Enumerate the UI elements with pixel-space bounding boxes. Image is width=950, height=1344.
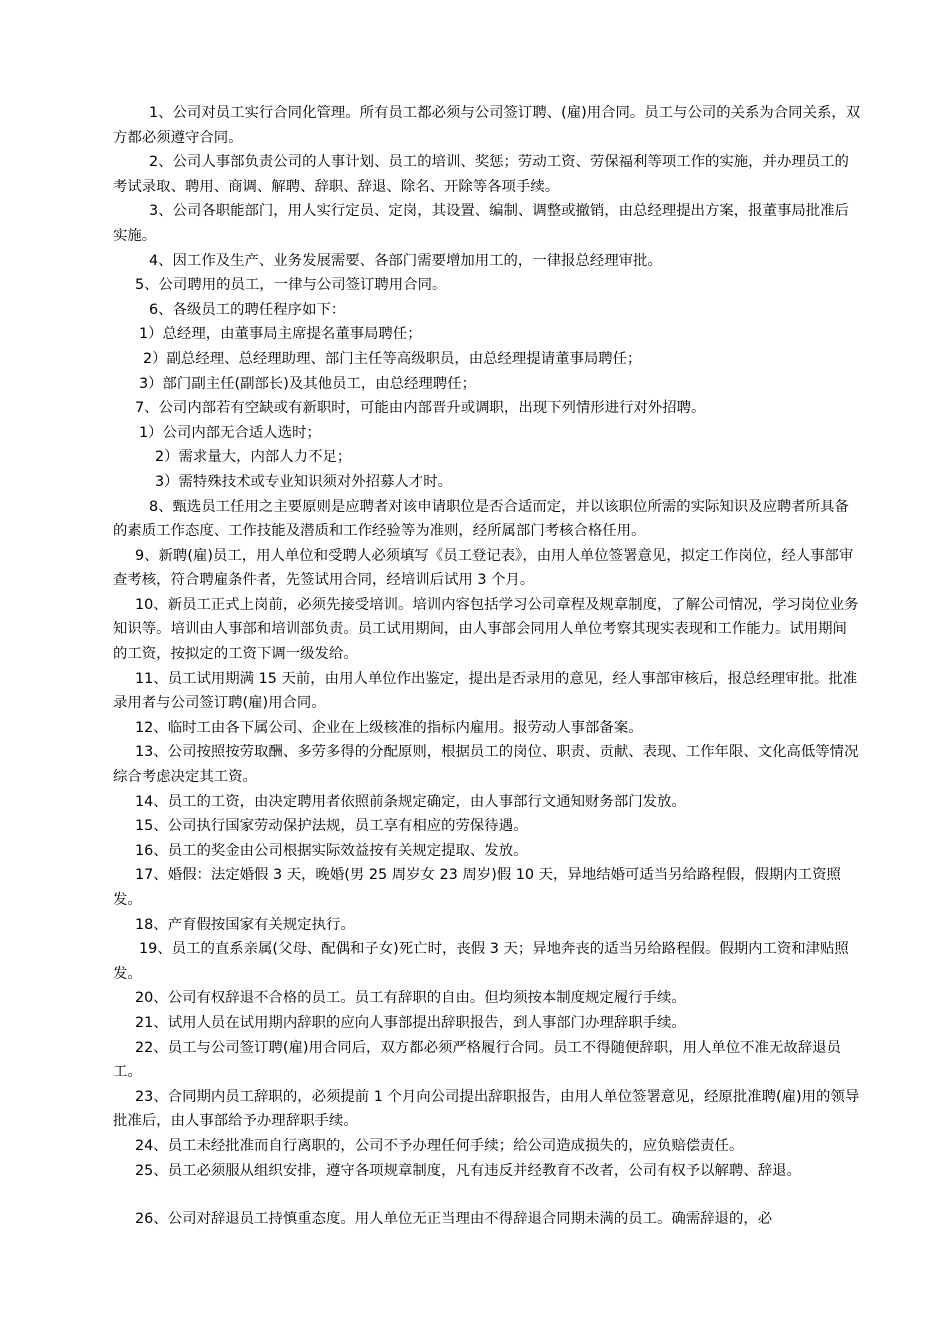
paragraph-15: 15、公司执行国家劳动保护法规，员工享有相应的劳保待遇。 — [135, 818, 528, 835]
paragraph-8: 8、甄选员工任用之主要原则是应聘者对该申请职位是否合适而定，并以该职位所需的实际知识及应聘者所具备的素质工作态度、工作技能及潜质和工作经验等为准则，经所属部门考核合格任用。 — [113, 498, 849, 540]
paragraph-18: 18、产育假按国家有关规定执行。 — [135, 916, 355, 933]
list-item-7-1: 1）公司内部无合适人选时； — [139, 424, 321, 441]
paragraph-17: 17、婚假：法定婚假 3 天，晚婚(男 25 周岁女 23 周岁)假 10 天，异地结婚可适当另给路程假，假期内工资照发。 — [113, 867, 841, 908]
paragraph-10: 10、新员工正式上岗前，必须先接受培训。培训内容包括学习公司章程及规章制度，了解公司情况，学习岗位业务知识等。培训由人事部和培训部负责。员工试用期间，由人事部会同用人单位考察其现实表现和工作能力。试用期间的工资，按拟定的工资下调一级发给。 — [113, 596, 859, 663]
paragraph-19: 19、员工的直系亲属(父母、配偶和子女)死亡时，丧假 3 天；异地奔丧的适当另给路程假。假期内工资和津贴照发。 — [113, 941, 849, 982]
list-item-6-2: 2）副总经理、总经理助理、部门主任等高级职员，由总经理提请董事局聘任； — [143, 350, 642, 367]
list-item-6-1: 1）总经理，由董事局主席提名董事局聘任； — [139, 326, 422, 343]
paragraph-9: 9、新聘(雇)员工，用人单位和受聘人必须填写《员工登记表》，由用人单位签署意见，拟定工作岗位，经人事部审查考核，符合聘雇条件者，先签试用合同，经培训后试用 3 个月。 — [113, 547, 854, 589]
paragraph-26: 26、公司对辞退员工持慎重态度。用人单位无正当理由不得辞退合同期未满的员工。确需辞退的，必 — [135, 1211, 773, 1228]
paragraph-gap — [113, 1183, 861, 1207]
paragraph-14: 14、员工的工资，由决定聘用者依照前条规定确定，由人事部行文通知财务部门发放。 — [135, 793, 686, 810]
paragraph-12: 12、临时工由各下属公司、企业在上级核准的指标内雇用。报劳动人事部备案。 — [135, 719, 643, 736]
paragraph-6: 6、各级员工的聘任程序如下： — [149, 301, 346, 318]
paragraph-1: 1、公司对员工实行合同化管理。所有员工都必须与公司签订聘、(雇)用合同。员工与公司的关系为合同关系，双方都必须遵守合同。 — [113, 105, 861, 146]
paragraph-25: 25、员工必须服从组织安排，遵守各项规章制度，凡有违反并经教育不改者，公司有权予以解聘、辞退。 — [135, 1162, 801, 1179]
paragraph-11: 11、员工试用期满 15 天前，由用人单位作出鉴定，提出是否录用的意见，经人事部审核后，报总经理审批。批准录用者与公司签订聘(雇)用合同。 — [113, 670, 858, 712]
paragraph-20: 20、公司有权辞退不合格的员工。员工有辞职的自由。但均须按本制度规定履行手续。 — [135, 990, 686, 1007]
paragraph-22: 22、员工与公司签订聘(雇)用合同后，双方都必须严格履行合同。员工不得随便辞职，用人单位不准无故辞退员工。 — [113, 1039, 841, 1081]
paragraph-7: 7、公司内部若有空缺或有新职时，可能由内部晋升或调职，出现下列情形进行对外招聘。 — [135, 400, 706, 417]
paragraph-16: 16、员工的奖金由公司根据实际效益按有关规定提取、发放。 — [135, 842, 528, 859]
paragraph-23: 23、合同期内员工辞职的，必须提前 1 个月向公司提出辞职报告，由用人单位签署意见，经原批准聘(雇)用的领导批准后，由人事部给予办理辞职手续。 — [113, 1088, 860, 1130]
list-item-6-3: 3）部门副主任(副部长)及其他员工，由总经理聘任； — [139, 375, 476, 392]
paragraph-2: 2、公司人事部负责公司的人事计划、员工的培训、奖惩；劳动工资、劳保福利等项工作的实施，并办理员工的考试录取、聘用、商调、解聘、辞职、辞退、除名、开除等各项手续。 — [113, 154, 849, 195]
paragraph-13: 13、公司按照按劳取酬、多劳多得的分配原则，根据员工的岗位、职责、贡献、表现、工作年限、文化高低等情况综合考虑决定其工资。 — [113, 744, 859, 786]
paragraph-5: 5、公司聘用的员工，一律与公司签订聘用合同。 — [135, 277, 447, 294]
paragraph-24: 24、员工未经批准而自行离职的，公司不予办理任何手续；给公司造成损失的，应负赔偿责任。 — [135, 1137, 744, 1154]
document-body — [113, 101, 861, 1232]
list-item-7-3: 3）需特殊技术或专业知识须对外招募人才时。 — [155, 473, 452, 490]
paragraph-4: 4、因工作及生产、业务发展需要、各部门需要增加用工的，一律报总经理审批。 — [149, 252, 662, 269]
paragraph-3: 3、公司各职能部门，用人实行定员、定岗，其设置、编制、调整或撤销，由总经理提出方案，报董事局批准后实施。 — [113, 203, 849, 244]
list-item-7-2: 2）需求量大，内部人力不足； — [155, 449, 352, 466]
paragraph-21: 21、试用人员在试用期内辞职的应向人事部提出辞职报告，到人事部门办理辞职手续。 — [135, 1014, 686, 1031]
